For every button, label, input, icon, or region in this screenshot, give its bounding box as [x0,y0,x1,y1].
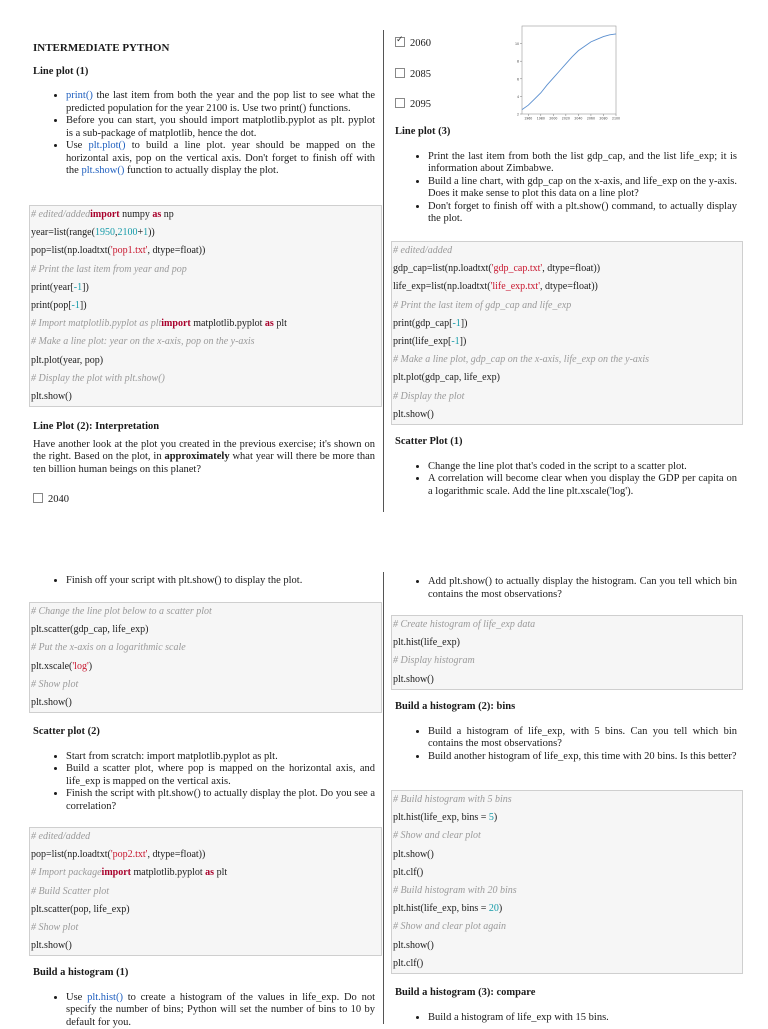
code-line: # Print the last item of gdp_cap and life_exp [393,297,742,315]
chart-x-tick-label: 2000 [549,117,557,121]
line-plot-1-instructions [33,90,375,178]
code-line: # Create histogram of life_exp data [393,616,742,634]
list-item: • Before you can start, you should import matplotlib.pyplot as plt. pyplot is a sub-package of matplotlib, hence the dot. [66,115,375,140]
code-line: # Display the plot [393,388,742,406]
list-item: • Build a histogram of life_exp with 15 bins. [428,1012,737,1025]
chart-y-tick-label: 6 [517,77,519,81]
code-line: # Build histogram with 20 bins [393,882,742,900]
histogram-1-section [33,967,375,1029]
code-block-line-plot-3 [391,241,743,425]
chart-x-tick-label: 2040 [574,117,582,121]
scatter-plot-1-instructions-cont [33,575,375,588]
line-plot-2-question: Have another look at the plot you created in the previous exercise; it's shown on the right. Based on the plot, in approximately what year will there be more than ten billion human beings on this planet? [33,439,375,477]
plt-show-link[interactable]: plt.show() [81,165,124,176]
code-line: # Import matplotlib.pyplot as pltimport matplotlib.pyplot as plt [31,315,381,333]
code-block-histogram-1 [391,615,743,690]
code-line: # Make a line plot, gdp_cap on the x-axis, life_exp on the y-axis [393,351,742,369]
scatter-plot-2-heading: Scatter plot (2) [33,726,375,739]
code-line: plt.show() [393,846,742,864]
plt-hist-link[interactable]: plt.hist() [87,992,123,1003]
list-item: • Print the last item from both the list gdp_cap, and the list life_exp; it is information about Zimbabwe. [428,151,737,176]
code-line: plt.show() [31,388,381,406]
list-item: • Add plt.show() to actually display the histogram. Can you tell which bin contains the most observations? [428,576,737,601]
code-line: plt.xscale('log') [31,658,381,676]
code-line: # Build histogram with 5 bins [393,791,742,809]
code-line: # Put the x-axis on a logarithmic scale [31,639,381,657]
histogram-1-heading: Build a histogram (1) [33,967,375,980]
code-line: print(pop[-1]) [31,297,381,315]
histogram-2-section [395,701,737,763]
list-item: • Start from scratch: import matplotlib.pyplot as plt. [66,751,375,764]
scatter-plot-1-section [395,436,737,498]
histogram-2-instructions [395,726,737,764]
option-2085[interactable]: 2085 [395,68,505,82]
line-plot-2-heading: Line Plot (2): Interpretation [33,421,375,434]
list-item: • Build a scatter plot, where pop is mapped on the horizontal axis, and life_exp is mapped on the vertical axis. [66,763,375,788]
code-line: # edited/added [393,242,742,260]
scatter-plot-2-section [33,726,375,813]
page1-left-column [33,42,375,178]
code-line: plt.hist(life_exp, bins = 20) [393,900,742,918]
code-line: print(year[-1]) [31,279,381,297]
code-line: plt.show() [31,694,381,712]
chart-plot-area [522,26,616,114]
list-item: • print() the last item from both the year and the pop list to see what the predicted population for the year 2100 is. Use two print() functions. [66,90,375,115]
code-line: life_exp=list(np.loadtxt('life_exp.txt', dtype=float)) [393,278,742,296]
code-line: # Build Scatter plot [31,883,381,901]
code-line: print(life_exp[-1]) [393,333,742,351]
chart-x-tick-label: 2080 [599,117,607,121]
histogram-3-heading: Build a histogram (3): compare [395,987,737,1000]
chart-x-tick-label: 2100 [612,117,620,121]
code-line: plt.scatter(gdp_cap, life_exp) [31,621,381,639]
chart-x-tick-label: 1960 [524,117,532,121]
list-item: • Finish off your script with plt.show() to display the plot. [66,575,375,588]
code-line: # Change the line plot below to a scatter plot [31,603,381,621]
code-line: plt.scatter(pop, life_exp) [31,901,381,919]
option-2060[interactable]: ✓2060 [395,37,505,51]
code-line: plt.plot(gdp_cap, life_exp) [393,369,742,387]
code-line: plt.hist(life_exp, bins = 5) [393,809,742,827]
list-item: • Build another histogram of life_exp, this time with 20 bins. Is this better? [428,751,737,764]
code-block-histogram-2 [391,790,743,974]
document-title: INTERMEDIATE PYTHON [33,42,375,55]
histogram-3-instructions [395,1012,737,1025]
list-item: • Don't forget to finish off with a plt.show() command, to actually display the plot. [428,201,737,226]
column-divider [383,572,384,1024]
code-line: plt.show() [393,937,742,955]
code-line: plt.clf() [393,864,742,882]
list-item: • Build a histogram of life_exp, with 5 bins. Can you tell which bin contains the most observations? [428,726,737,751]
code-line: gdp_cap=list(np.loadtxt('gdp_cap.txt', dtype=float)) [393,260,742,278]
line-plot-3-instructions [395,151,737,226]
line-plot-3-heading: Line plot (3) [395,126,737,139]
code-line: # edited/added [31,828,381,846]
checkbox-2085[interactable] [395,68,405,78]
population-line-chart [510,22,620,126]
code-line: # Display histogram [393,652,742,670]
list-item: • A correlation will become clear when you display the GDP per capita on a logarithmic scale. Add the line plt.xscale('log'). [428,473,737,498]
option-2095[interactable]: 2095 [395,98,505,112]
checkbox-2060-checked[interactable] [395,37,405,47]
page2-left-column [33,575,375,588]
chart-y-tick-label: 8 [517,60,519,64]
code-line: plt.hist(life_exp) [393,634,742,652]
checkbox-2040[interactable] [33,493,43,503]
code-line: pop=list(np.loadtxt('pop2.txt', dtype=float)) [31,846,381,864]
checkbox-2095[interactable] [395,98,405,108]
list-item: • Use plt.hist() to create a histogram of the values in life_exp. Do not specify the number of bins; Python will set the number of bins to 10 by default for you. [66,992,375,1029]
scatter-plot-1-heading: Scatter Plot (1) [395,436,737,449]
code-line: plt.plot(year, pop) [31,352,381,370]
print-function-link[interactable]: print() [66,90,93,101]
histogram-3-section [395,987,737,1024]
code-block-line-plot-1 [29,205,382,407]
code-line: # edited/addedimport numpy as np [31,206,381,224]
code-line: # Show and clear plot again [393,918,742,936]
list-item: • Build a line chart, with gdp_cap on the x-axis, and life_exp on the y-axis. Does it make sense to plot this data on a line plot? [428,176,737,201]
code-line: # Show and clear plot [393,827,742,845]
list-item: • Finish the script with plt.show() to actually display the plot. Do you see a correlation? [66,788,375,813]
chart-x-tick-label: 1980 [537,117,545,121]
code-line: # Import packageimport matplotlib.pyplot as plt [31,864,381,882]
code-line: pop=list(np.loadtxt('pop1.txt', dtype=float)) [31,242,381,260]
code-line: print(gdp_cap[-1]) [393,315,742,333]
chart-x-tick-label: 2020 [562,117,570,121]
chart-y-tick-label: 2 [517,113,519,117]
histogram-1-instructions [33,992,375,1029]
chart-y-tick-label: 4 [517,95,519,99]
plt-plot-link[interactable]: plt.plot() [89,140,126,151]
chart-x-tick-label: 2060 [587,117,595,121]
chart-y-tick-label: 10 [515,42,519,46]
code-line: # Show plot [31,676,381,694]
code-line: # Show plot [31,919,381,937]
histogram-1-instructions-cont [395,576,737,601]
line-plot-1-heading: Line plot (1) [33,66,375,79]
code-line: year=list(range(1950,2100+1)) [31,224,381,242]
column-divider [383,30,384,512]
list-item: • Use plt.plot() to build a line plot. year should be mapped on the horizontal axis, pop on the vertical axis. Don't forget to finish off with the plt.show() function to actually display the plot. [66,140,375,178]
code-line: # Make a line plot: year on the x-axis, pop on the y-axis [31,333,381,351]
option-2040[interactable]: 2040 [33,493,375,507]
answer-options [395,37,505,112]
list-item: • Change the line plot that's coded in the script to a scatter plot. [428,461,737,474]
code-line: plt.clf() [393,955,742,973]
code-line: # Print the last item from year and pop [31,261,381,279]
scatter-plot-1-instructions [395,461,737,499]
histogram-2-heading: Build a histogram (2): bins [395,701,737,714]
code-block-scatter-plot-2 [29,827,382,956]
code-line: # Display the plot with plt.show() [31,370,381,388]
scatter-plot-2-instructions [33,751,375,814]
line-plot-2-section [33,421,375,507]
page1-right-column [395,126,737,226]
code-line: plt.show() [31,937,381,955]
code-line: plt.show() [393,671,742,689]
page2-right-column [395,576,737,601]
code-block-scatter-plot-1 [29,602,382,713]
code-line: plt.show() [393,406,742,424]
